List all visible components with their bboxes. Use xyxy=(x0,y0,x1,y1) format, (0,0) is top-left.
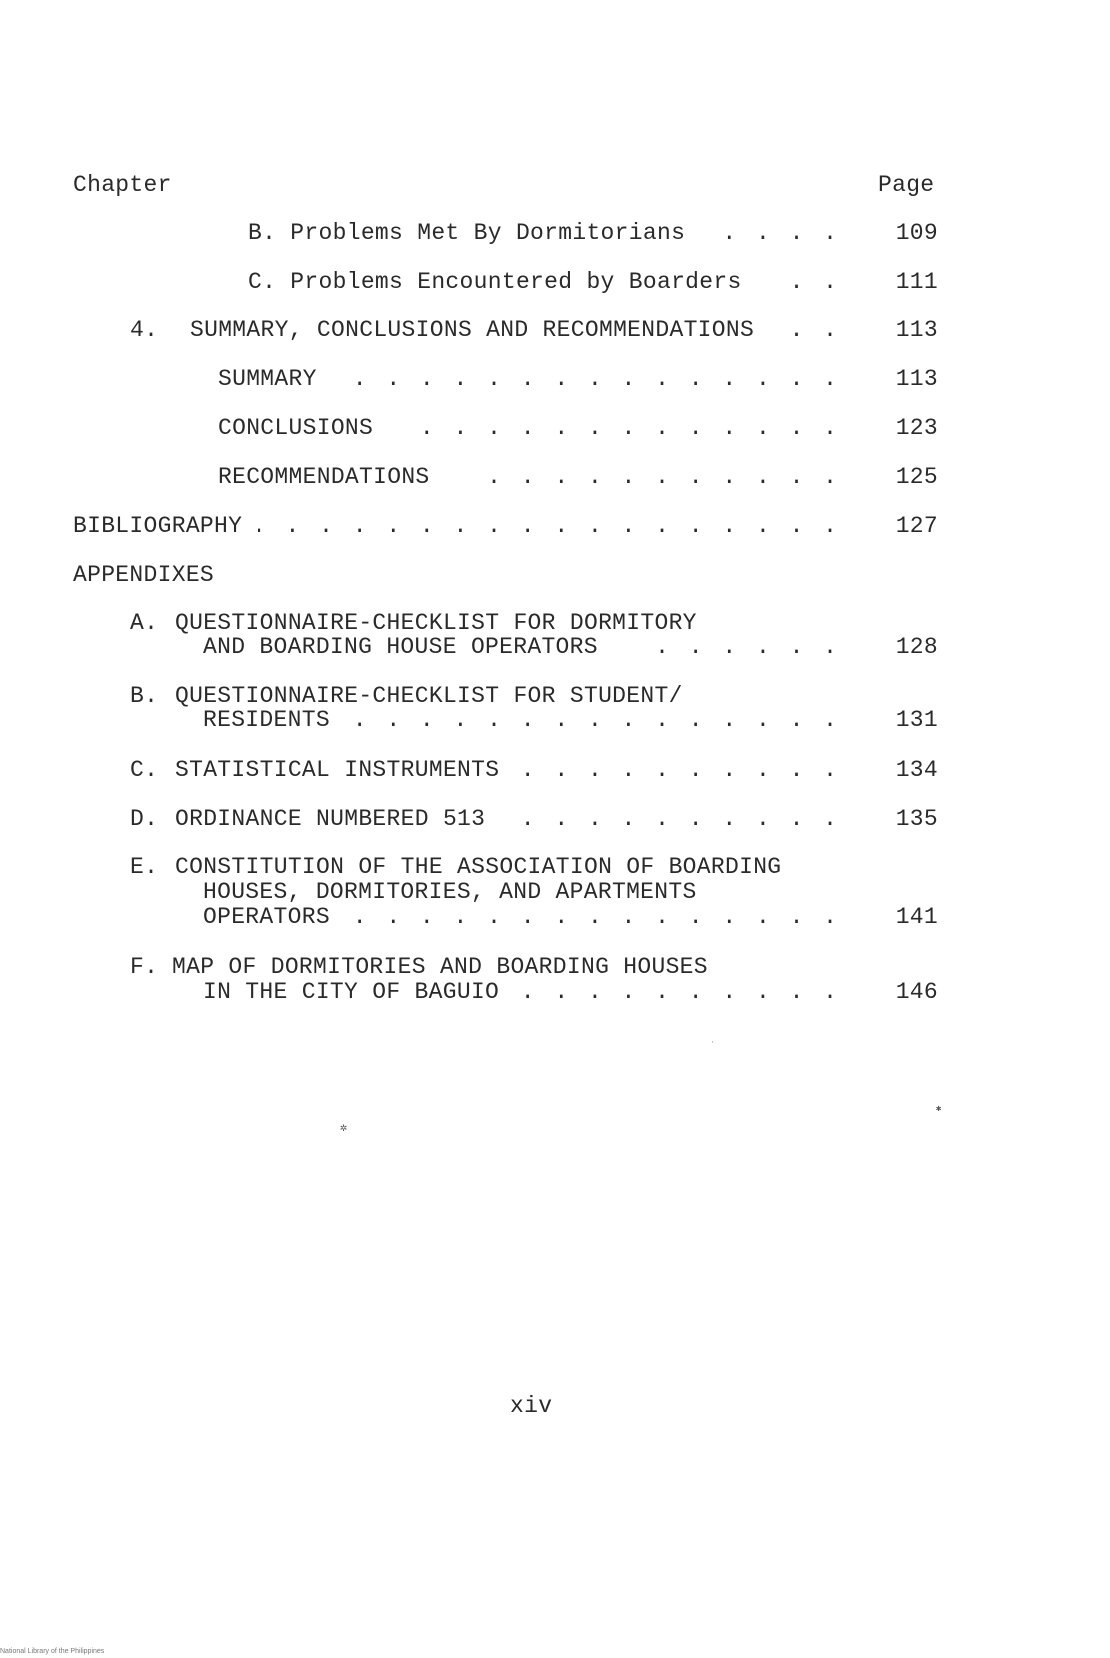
toc-entry-title: CONCLUSIONS xyxy=(218,415,374,441)
toc-entry-number: 4. xyxy=(130,317,159,343)
leader-dots xyxy=(258,513,840,539)
toc-entry-title-line: AND BOARDING HOUSE OPERATORS xyxy=(203,634,598,660)
toc-entry-page: 128 xyxy=(895,634,938,660)
leader-dots xyxy=(515,979,840,1005)
toc-entry-number: E. xyxy=(130,854,159,880)
leader-dots xyxy=(640,634,840,660)
toc-entry-title: SUMMARY xyxy=(218,366,317,392)
toc-entry-title-line: CONSTITUTION OF THE ASSOCIATION OF BOARDING xyxy=(175,854,782,880)
leader-dots xyxy=(712,220,840,246)
leader-dots xyxy=(344,707,840,733)
page-number: xiv xyxy=(510,1393,553,1419)
toc-entry-title: RECOMMENDATIONS xyxy=(218,464,430,490)
toc-entry-number: F. xyxy=(130,954,159,980)
toc-entry-page: 113 xyxy=(895,366,938,392)
toc-entry-page: 127 xyxy=(895,513,938,539)
toc-entry-title: ORDINANCE NUMBERED 513 xyxy=(175,806,486,832)
toc-entry-number: A. xyxy=(130,610,159,636)
leader-dots xyxy=(350,366,840,392)
toc-entry-page: 123 xyxy=(895,415,938,441)
toc-entry-page: 113 xyxy=(895,317,938,343)
leader-dots xyxy=(520,757,840,783)
leader-dots xyxy=(525,806,840,832)
toc-entry-page: 135 xyxy=(895,806,938,832)
toc-entry-title: SUMMARY, CONCLUSIONS AND RECOMMENDATIONS xyxy=(190,317,755,343)
leader-dots xyxy=(405,415,840,441)
toc-entry-title-line: QUESTIONNAIRE-CHECKLIST FOR DORMITORY xyxy=(175,610,697,636)
leader-dots xyxy=(790,317,840,343)
section-heading: APPENDIXES xyxy=(73,562,215,588)
scan-speck: ✲ xyxy=(340,1121,348,1135)
leader-dots xyxy=(462,464,840,490)
toc-entry-title: B. Problems Met By Dormitorians xyxy=(248,220,686,246)
toc-entry-page: 125 xyxy=(895,464,938,490)
page-heading: Page xyxy=(878,172,935,198)
toc-entry-page: 146 xyxy=(895,979,938,1005)
toc-entry-title-line: MAP OF DORMITORIES AND BOARDING HOUSES xyxy=(172,954,708,980)
toc-entry-title-line: RESIDENTS xyxy=(203,707,330,733)
leader-dots xyxy=(344,904,840,930)
toc-entry-number: C. xyxy=(130,757,159,783)
toc-entry-title-line: QUESTIONNAIRE-CHECKLIST FOR STUDENT/ xyxy=(175,683,683,709)
toc-entry-title: BIBLIOGRAPHY xyxy=(73,513,243,539)
toc-entry-title-line: IN THE CITY OF BAGUIO xyxy=(203,979,500,1005)
toc-entry-page: 111 xyxy=(895,269,938,295)
toc-entry-number: D. xyxy=(130,806,159,832)
scan-speck: ✱ xyxy=(936,1104,942,1114)
leader-dots xyxy=(785,269,840,295)
toc-entry-page: 109 xyxy=(895,220,938,246)
toc-entry-title: C. Problems Encountered by Boarders xyxy=(248,269,742,295)
toc-entry-page: 131 xyxy=(895,707,938,733)
footer-watermark: National Library of the Philippines xyxy=(0,1648,105,1655)
chapter-heading: Chapter xyxy=(73,172,172,198)
toc-entry-page: 134 xyxy=(895,757,938,783)
toc-entry-title: STATISTICAL INSTRUMENTS xyxy=(175,757,500,783)
toc-entry-title-line: OPERATORS xyxy=(203,904,330,930)
toc-entry-page: 141 xyxy=(895,904,938,930)
scan-speck: · xyxy=(710,1038,715,1047)
toc-entry-title-line: HOUSES, DORMITORIES, AND APARTMENTS xyxy=(203,879,697,905)
toc-entry-number: B. xyxy=(130,683,159,709)
